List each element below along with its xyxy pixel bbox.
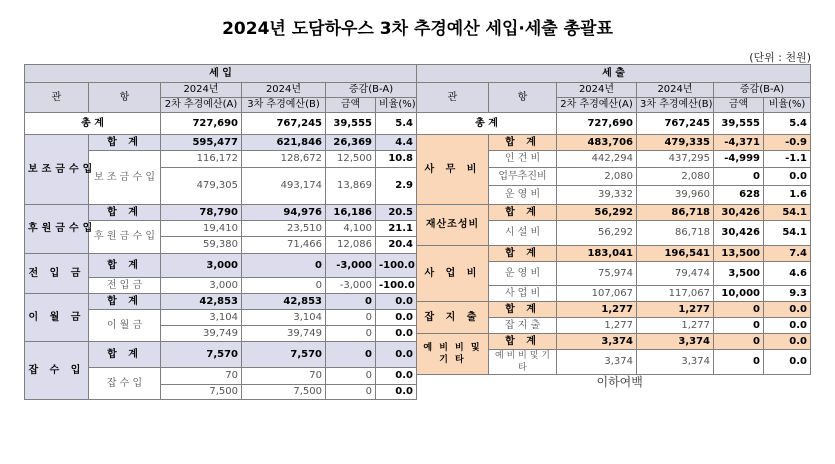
cell: 0.0 (376, 310, 417, 326)
cell: 3,374 (557, 334, 637, 350)
cell: 0.0 (764, 334, 811, 350)
hang-bojo: 보 조 금 수 입 (89, 151, 161, 205)
cell: 0 (714, 350, 764, 375)
cell: -0.9 (764, 135, 811, 151)
cell: -3,000 (326, 254, 376, 278)
cell: -100.0 (376, 278, 417, 294)
sum-label: 합 계 (89, 205, 161, 221)
table-row (417, 246, 811, 262)
cell: 0 (326, 294, 376, 310)
cell: 493,174 (242, 168, 326, 205)
blank-note: 이하여백 (596, 375, 643, 389)
cell: 20.4 (376, 237, 417, 254)
cell: 0.0 (764, 350, 811, 375)
cell: 78,790 (161, 205, 242, 221)
hang-label: 운 영 비 (489, 186, 557, 205)
cell: 0 (242, 254, 326, 278)
cell: 117,067 (637, 286, 714, 302)
cell: 116,172 (161, 151, 242, 168)
gwan-bojo: 보조금수입 (25, 135, 89, 205)
cell: -1.1 (764, 151, 811, 168)
cell: 39,332 (557, 186, 637, 205)
cell: 0 (326, 342, 376, 368)
cell: 7,570 (161, 342, 242, 368)
cell: 0.0 (764, 302, 811, 318)
sum-label: 합 계 (489, 135, 557, 151)
hang-label: 시 설 비 (489, 221, 557, 246)
cell: 3,374 (557, 350, 637, 375)
cell: 70 (161, 368, 242, 385)
cell: 483,706 (557, 135, 637, 151)
hang-header: 항 (489, 83, 557, 113)
cell: 0 (714, 334, 764, 350)
cell: 0 (326, 368, 376, 385)
cell: 0 (242, 278, 326, 294)
col-b-year: 2024년 (637, 83, 714, 98)
cell: 3,104 (242, 310, 326, 326)
cell: 3,104 (161, 310, 242, 326)
gwan-samu: 사 무 비 (417, 135, 489, 205)
cell: 7,500 (161, 385, 242, 400)
hang-label: 예 비 비 및 기 타 (489, 350, 557, 375)
cell: 128,672 (242, 151, 326, 168)
cell: 621,846 (242, 135, 326, 151)
cell: 3,000 (161, 278, 242, 294)
ratio-header: 비율(%) (376, 98, 417, 113)
cell: 0.0 (376, 294, 417, 310)
page-title: 2024년 도담하우스 3차 추경예산 세입·세출 총괄표 (222, 19, 613, 39)
table-row (25, 294, 417, 310)
gwan-jeonip: 전 입 금 (25, 254, 89, 294)
hang-jeonip: 전 입 금 (89, 278, 161, 294)
cell: 0.0 (764, 168, 811, 186)
cell: 3,374 (637, 334, 714, 350)
table-row (417, 302, 811, 318)
table-row (25, 113, 417, 135)
table-row (417, 135, 811, 151)
expense-section-header: 세 출 (417, 65, 811, 83)
expense-table (416, 64, 811, 389)
cell: 442,294 (557, 151, 637, 168)
cell: 71,466 (242, 237, 326, 254)
cell: 3,500 (714, 262, 764, 286)
cell: 21.1 (376, 221, 417, 237)
cell: 16,186 (326, 205, 376, 221)
cell: 479,305 (161, 168, 242, 205)
cell: 767,245 (637, 113, 714, 135)
gwan-iwol: 이 월 금 (25, 294, 89, 342)
cell: 39,555 (714, 113, 764, 135)
cell: -4,999 (714, 151, 764, 168)
cell: 39,749 (242, 326, 326, 342)
sum-label: 합 계 (89, 254, 161, 278)
cell: 1,277 (557, 318, 637, 334)
cell: 196,541 (637, 246, 714, 262)
cell: 94,976 (242, 205, 326, 221)
cell: 26,369 (326, 135, 376, 151)
cell: 30,426 (714, 205, 764, 221)
gwan-japsu: 잡 수 입 (25, 342, 89, 400)
table-row (25, 205, 417, 221)
revenue-table (24, 64, 417, 400)
amount-header: 금액 (714, 98, 764, 113)
cell: 3,374 (637, 350, 714, 375)
cell: -100.0 (376, 254, 417, 278)
hang-huwon: 후 원 금 수 입 (89, 221, 161, 254)
cell: 42,853 (161, 294, 242, 310)
cell: 13,869 (326, 168, 376, 205)
cell: 86,718 (637, 221, 714, 246)
diff-header: 증감(B-A) (326, 83, 417, 98)
cell: 595,477 (161, 135, 242, 151)
total-label: 총 계 (25, 113, 161, 135)
cell: 4,100 (326, 221, 376, 237)
diff-header: 증감(B-A) (714, 83, 811, 98)
gwan-header: 관 (25, 83, 89, 113)
cell: 7,500 (242, 385, 326, 400)
cell: 30,426 (714, 221, 764, 246)
sum-label: 합 계 (89, 342, 161, 368)
cell: 10,000 (714, 286, 764, 302)
cell: 0 (714, 318, 764, 334)
cell: 0 (326, 310, 376, 326)
gwan-saeop: 사 업 비 (417, 246, 489, 302)
hang-label: 인 건 비 (489, 151, 557, 168)
cell: 1.6 (764, 186, 811, 205)
hang-label: 사 업 비 (489, 286, 557, 302)
cell: 7.4 (764, 246, 811, 262)
hang-japsu: 잡 수 입 (89, 368, 161, 400)
cell: 70 (242, 368, 326, 385)
cell: 12,086 (326, 237, 376, 254)
total-label: 총 계 (417, 113, 557, 135)
cell: 9.3 (764, 286, 811, 302)
cell: 54.1 (764, 205, 811, 221)
ratio-header: 비율(%) (764, 98, 811, 113)
cell: 20.5 (376, 205, 417, 221)
cell: 0.0 (376, 368, 417, 385)
cell: 0.0 (376, 342, 417, 368)
cell: -4,371 (714, 135, 764, 151)
sum-label: 합 계 (489, 205, 557, 221)
table-row (25, 254, 417, 278)
cell: 183,041 (557, 246, 637, 262)
gwan-jaesan: 재산조성비 (417, 205, 489, 246)
cell: 0 (714, 302, 764, 318)
cell: 23,510 (242, 221, 326, 237)
cell: 4.6 (764, 262, 811, 286)
sum-label: 합 계 (89, 294, 161, 310)
hang-label: 운 영 비 (489, 262, 557, 286)
cell: 2,080 (557, 168, 637, 186)
cell: 1,277 (637, 318, 714, 334)
cell: 4.4 (376, 135, 417, 151)
cell: 1,277 (637, 302, 714, 318)
cell: 3,000 (161, 254, 242, 278)
cell: 628 (714, 186, 764, 205)
cell: 0 (714, 168, 764, 186)
unit-note: (단위 : 천원) (749, 51, 811, 64)
col-a-label: 2차 추경예산(A) (557, 98, 637, 113)
cell: 1,277 (557, 302, 637, 318)
col-a-year: 2024년 (161, 83, 242, 98)
cell: 39,749 (161, 326, 242, 342)
cell: 12,500 (326, 151, 376, 168)
sum-label: 합 계 (89, 135, 161, 151)
hang-label: 잡 지 출 (489, 318, 557, 334)
cell: 5.4 (764, 113, 811, 135)
cell: 42,853 (242, 294, 326, 310)
cell: 767,245 (242, 113, 326, 135)
cell: 479,335 (637, 135, 714, 151)
table-row (417, 113, 811, 135)
hang-header: 항 (89, 83, 161, 113)
cell: 59,380 (161, 237, 242, 254)
gwan-header: 관 (417, 83, 489, 113)
amount-header: 금액 (326, 98, 376, 113)
cell: 727,690 (161, 113, 242, 135)
cell: 0.0 (376, 326, 417, 342)
col-a-year: 2024년 (557, 83, 637, 98)
cell: 0 (326, 385, 376, 400)
sum-label: 합 계 (489, 302, 557, 318)
cell: 10.8 (376, 151, 417, 168)
cell: 13,500 (714, 246, 764, 262)
cell: 56,292 (557, 221, 637, 246)
cell: 727,690 (557, 113, 637, 135)
gwan-huwon: 후원금수입 (25, 205, 89, 254)
cell: 0.0 (376, 385, 417, 400)
cell: 2.9 (376, 168, 417, 205)
cell: 107,067 (557, 286, 637, 302)
table-row (417, 205, 811, 221)
cell: 75,974 (557, 262, 637, 286)
cell: 86,718 (637, 205, 714, 221)
cell: 2,080 (637, 168, 714, 186)
cell: -3,000 (326, 278, 376, 294)
gwan-japji: 잡 지 출 (417, 302, 489, 334)
hang-iwol: 이 월 금 (89, 310, 161, 342)
col-b-year: 2024년 (242, 83, 326, 98)
table-row (417, 334, 811, 350)
table-row (25, 135, 417, 151)
cell: 5.4 (376, 113, 417, 135)
table-row (25, 342, 417, 368)
col-a-label: 2차 추경예산(A) (161, 98, 242, 113)
cell: 0.0 (764, 318, 811, 334)
sum-label: 합 계 (489, 334, 557, 350)
col-b-label: 3차 추경예산(B) (637, 98, 714, 113)
cell: 7,570 (242, 342, 326, 368)
gwan-yebi: 예 비 비 및 기 타 (417, 334, 489, 375)
cell: 437,295 (637, 151, 714, 168)
cell: 79,474 (637, 262, 714, 286)
sum-label: 합 계 (489, 246, 557, 262)
cell: 39,960 (637, 186, 714, 205)
revenue-section-header: 세 입 (25, 65, 417, 83)
cell: 0 (326, 326, 376, 342)
cell: 19,410 (161, 221, 242, 237)
hang-label: 업무추진비 (489, 168, 557, 186)
col-b-label: 3차 추경예산(B) (242, 98, 326, 113)
cell: 54.1 (764, 221, 811, 246)
cell: 56,292 (557, 205, 637, 221)
cell: 39,555 (326, 113, 376, 135)
